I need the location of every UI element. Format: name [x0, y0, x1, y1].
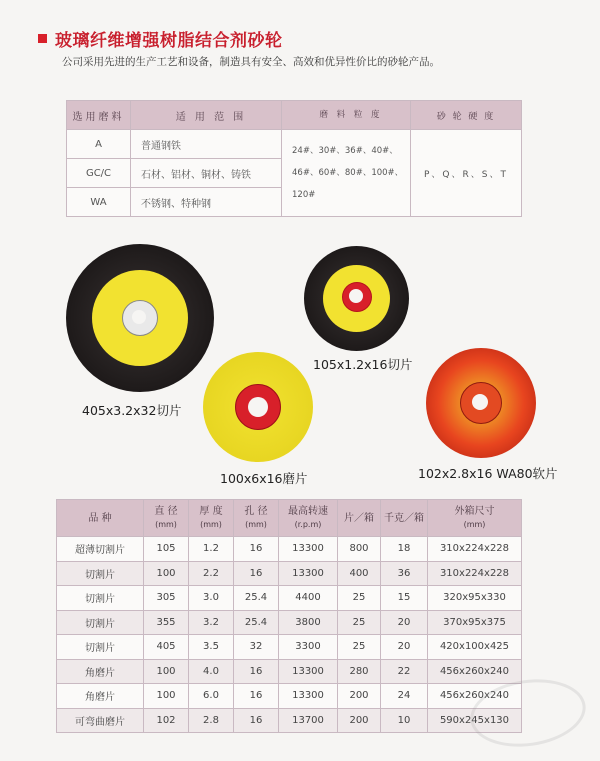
table-cell: 3.2 [189, 610, 234, 635]
spec-hardness: P、Q、R、S、T [411, 130, 522, 217]
header-label: 外箱尺寸 [454, 506, 495, 517]
table-cell: 15 [381, 586, 428, 611]
header-label: 品 种 [88, 512, 112, 524]
spec-grit-cell [282, 130, 411, 217]
spec-range: 不锈钢、特种钢 [131, 188, 282, 217]
table-row [57, 659, 522, 684]
table-cell: 200 [338, 684, 381, 709]
header-label: 千克／箱 [384, 512, 424, 524]
spec-table [66, 100, 522, 217]
table-cell: 20 [381, 610, 428, 635]
table-cell: 18 [381, 537, 428, 562]
table-cell: 105 [144, 537, 189, 562]
prod-header-box [428, 500, 522, 537]
table-cell: 200 [338, 708, 381, 733]
table-cell: 24 [381, 684, 428, 709]
table-row [57, 610, 522, 635]
table-cell: 4.0 [189, 659, 234, 684]
table-cell: 角磨片 [57, 684, 144, 709]
table-cell: 320x95x330 [428, 586, 522, 611]
title-bullet [38, 34, 47, 43]
table-cell: 切割片 [57, 586, 144, 611]
table-cell: 405 [144, 635, 189, 660]
prod-header-name [57, 500, 144, 537]
spec-grit-line: 46#、60#、80#、100#、 [292, 168, 404, 178]
table-cell: 13300 [279, 537, 338, 562]
table-cell: 400 [338, 561, 381, 586]
header-unit: (mm) [200, 520, 222, 529]
table-cell: 100 [144, 684, 189, 709]
header-label: 直 径 [154, 506, 178, 517]
table-cell: 13300 [279, 659, 338, 684]
table-cell: 16 [234, 684, 279, 709]
header-unit: (mm) [155, 520, 177, 529]
spec-row [67, 130, 522, 159]
caption-100x6: 100x6x16磨片 [220, 471, 308, 486]
spec-range: 石材、铝材、铜材、铸铁 [131, 159, 282, 188]
table-cell: 13300 [279, 561, 338, 586]
table-cell: 可弯曲磨片 [57, 708, 144, 733]
spec-abrasive: A [67, 130, 131, 159]
page-title [38, 26, 283, 51]
table-cell: 25 [338, 635, 381, 660]
prod-header-thickness [189, 500, 234, 537]
table-cell: 22 [381, 659, 428, 684]
table-cell: 2.8 [189, 708, 234, 733]
table-cell: 切割片 [57, 635, 144, 660]
table-cell: 10 [381, 708, 428, 733]
table-cell: 1.2 [189, 537, 234, 562]
table-cell: 280 [338, 659, 381, 684]
table-cell: 4400 [279, 586, 338, 611]
table-cell: 13700 [279, 708, 338, 733]
subtitle: 公司采用先进的生产工艺和设备，制造具有安全、高效和优异性价比的砂轮产品。 [62, 56, 440, 68]
header-label: 片／箱 [344, 512, 374, 524]
table-cell: 36 [381, 561, 428, 586]
caption-405: 405x3.2x32切片 [82, 403, 182, 418]
spec-range: 普通钢铁 [131, 130, 282, 159]
table-cell: 角磨片 [57, 659, 144, 684]
table-cell: 2.2 [189, 561, 234, 586]
caption-105: 105x1.2x16切片 [313, 357, 413, 372]
table-cell: 370x95x375 [428, 610, 522, 635]
table-cell: 3.5 [189, 635, 234, 660]
table-cell: 25 [338, 586, 381, 611]
table-cell: 25.4 [234, 610, 279, 635]
table-cell: 310x224x228 [428, 561, 522, 586]
table-cell: 16 [234, 708, 279, 733]
disc-hole [472, 394, 488, 410]
spec-abrasive: WA [67, 188, 131, 217]
spec-grit-line: 120# [292, 190, 316, 200]
table-cell: 16 [234, 561, 279, 586]
table-cell: 超薄切割片 [57, 537, 144, 562]
header-unit: (r.p.m) [294, 520, 322, 529]
table-row [57, 708, 522, 733]
header-label: 厚 度 [199, 506, 223, 517]
spec-abrasive: GC/C [67, 159, 131, 188]
table-cell: 13300 [279, 684, 338, 709]
caption-102: 102x2.8x16 WA80软片 [418, 466, 558, 481]
table-cell: 32 [234, 635, 279, 660]
disc-405-image [66, 244, 214, 392]
spec-header-range: 适 用 范 围 [131, 101, 282, 130]
prod-header-diameter [144, 500, 189, 537]
table-cell: 102 [144, 708, 189, 733]
prod-header-kg [381, 500, 428, 537]
header-unit: (mm) [463, 520, 486, 529]
prod-header-speed [279, 500, 338, 537]
prod-header-pcs [338, 500, 381, 537]
table-cell: 310x224x228 [428, 537, 522, 562]
table-cell: 25 [338, 610, 381, 635]
disc-hole [248, 397, 268, 417]
prod-header-bore [234, 500, 279, 537]
table-row [57, 586, 522, 611]
table-cell: 切割片 [57, 610, 144, 635]
table-cell: 3300 [279, 635, 338, 660]
header-label: 孔 径 [244, 506, 268, 517]
table-cell: 800 [338, 537, 381, 562]
disc-100x6-image [203, 352, 313, 462]
table-cell: 305 [144, 586, 189, 611]
table-row [57, 684, 522, 709]
table-cell: 3.0 [189, 586, 234, 611]
disc-102-image [426, 348, 536, 458]
table-cell: 3800 [279, 610, 338, 635]
table-cell: 456x260x240 [428, 684, 522, 709]
disc-hole [132, 310, 146, 324]
spec-header-hardness: 砂 轮 硬 度 [411, 101, 522, 130]
header-unit: (mm) [245, 520, 267, 529]
table-cell: 420x100x425 [428, 635, 522, 660]
table-cell: 16 [234, 659, 279, 684]
disc-105-image [304, 246, 409, 351]
table-cell: 456x260x240 [428, 659, 522, 684]
table-cell: 16 [234, 537, 279, 562]
disc-hole [349, 289, 363, 303]
table-cell: 切割片 [57, 561, 144, 586]
header-label: 最高转速 [288, 506, 328, 517]
product-table [56, 499, 522, 733]
table-cell: 6.0 [189, 684, 234, 709]
spec-grit-line: 24#、30#、36#、40#、 [292, 146, 398, 156]
table-row [57, 635, 522, 660]
title-text: 玻璃纤维增强树脂结合剂砂轮 [55, 31, 283, 51]
table-row [57, 561, 522, 586]
table-cell: 100 [144, 561, 189, 586]
spec-header-grit: 磨 料 粒 度 [282, 101, 411, 130]
table-cell: 100 [144, 659, 189, 684]
spec-header-abrasive: 选用磨料 [67, 101, 131, 130]
table-row [57, 537, 522, 562]
table-cell: 25.4 [234, 586, 279, 611]
table-cell: 20 [381, 635, 428, 660]
table-cell: 355 [144, 610, 189, 635]
table-cell: 590x245x130 [428, 708, 522, 733]
